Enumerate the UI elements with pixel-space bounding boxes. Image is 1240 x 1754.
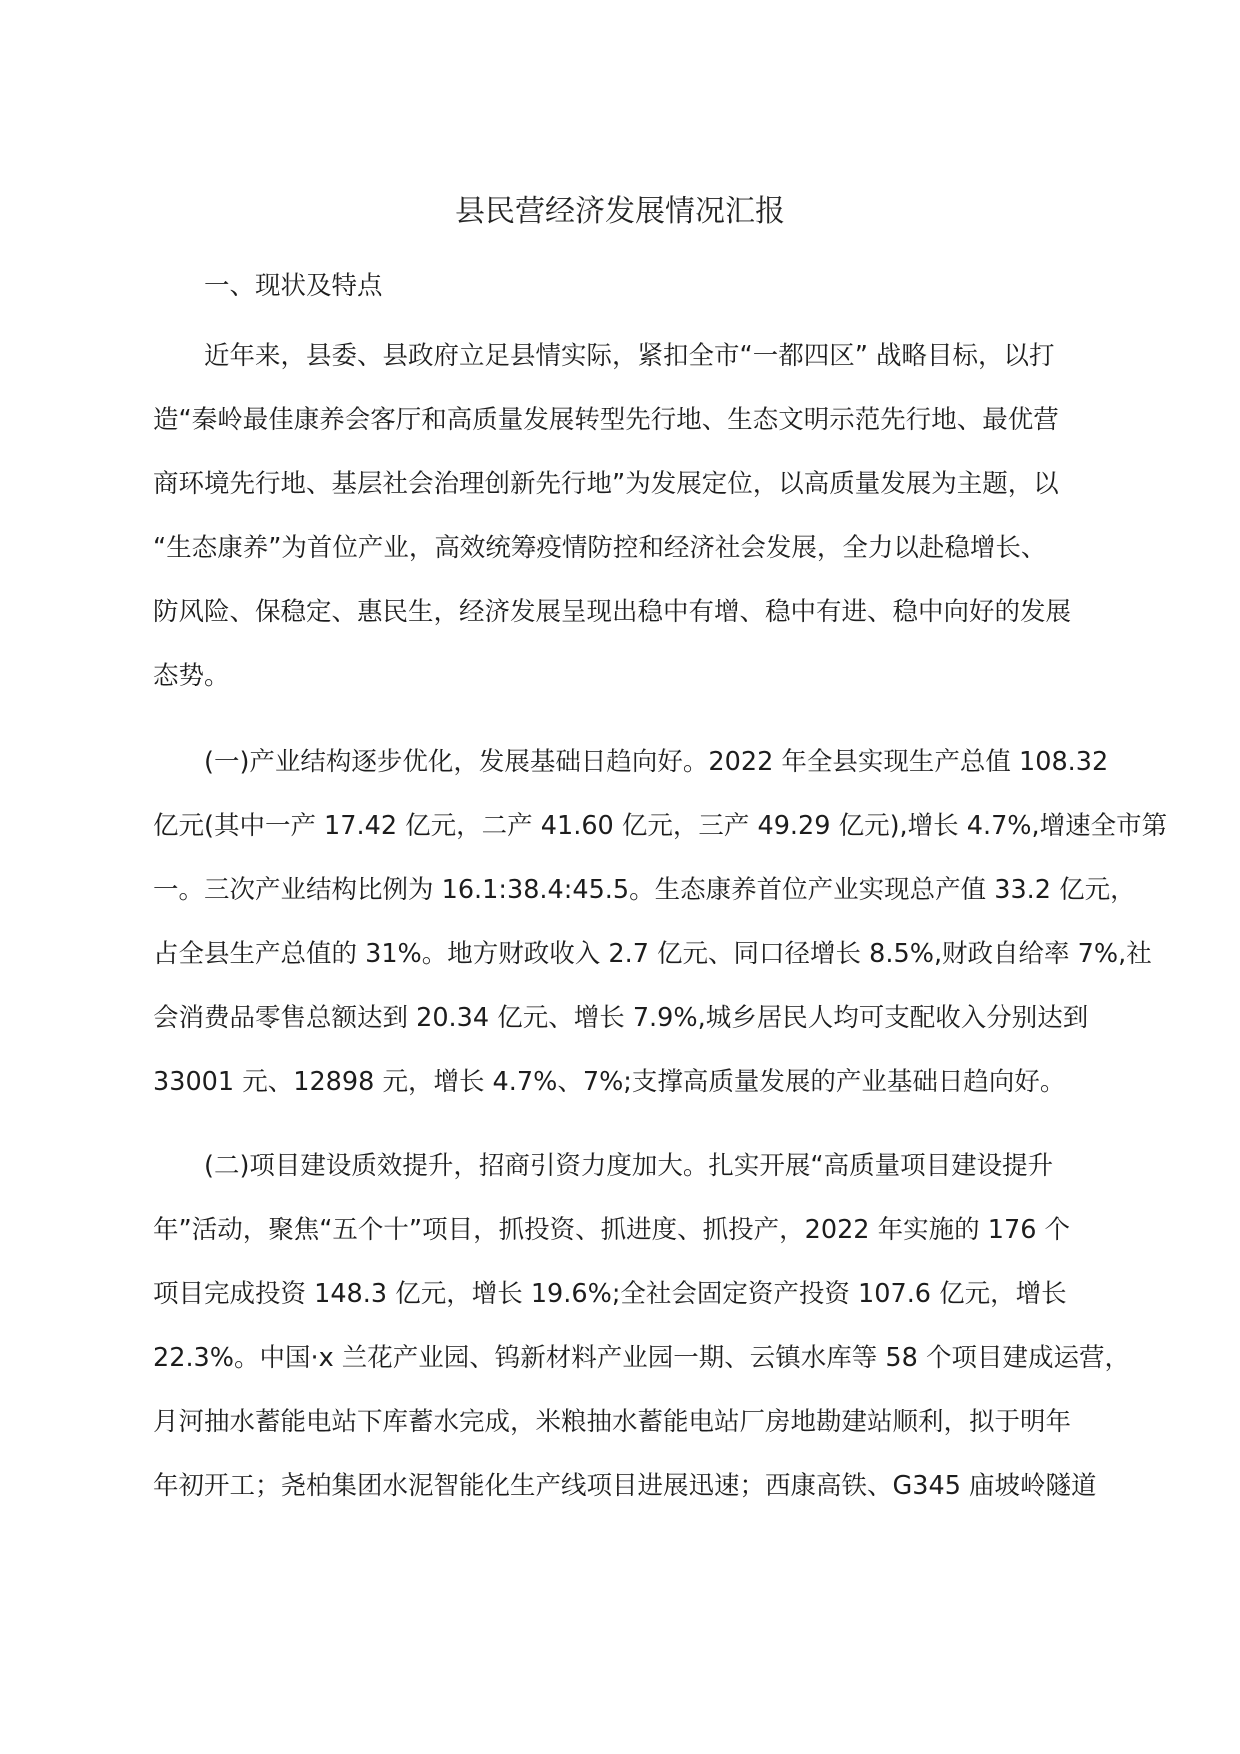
paragraph-line: 33001 元、12898 元，增长 4.7%、7%;支撑高质量发展的产业基础日趋向好。 (153, 1067, 1066, 1097)
paragraph-line: 22.3%。中国·x 兰花产业园、钨新材料产业园一期、云镇水库等 58 个项目建成运营， (153, 1343, 1130, 1373)
paragraph-line: 项目完成投资 148.3 亿元，增长 19.6%;全社会固定资产投资 107.6 亿元，增长 (153, 1279, 1067, 1309)
paragraph-line: 月河抽水蓄能电站下库蓄水完成，米粮抽水蓄能电站厂房地勘建站顺利，拟于明年 (153, 1407, 1072, 1437)
paragraph-line: (二)项目建设质效提升，招商引资力度加大。扎实开展“高质量项目建设提升 (204, 1151, 1054, 1181)
paragraph-line: 态势。 (153, 661, 230, 691)
paragraph-line: 年”活动，聚焦“五个十”项目，抓投资、抓进度、抓投产，2022 年实施的 176 个 (153, 1215, 1071, 1245)
paragraph-line: 年初开工；尧柏集团水泥智能化生产线项目进展迅速；西康高铁、G345 庙坡岭隧道 (153, 1471, 1097, 1501)
document-title: 县民营经济发展情况汇报 (455, 194, 785, 229)
paragraph-line: “生态康养”为首位产业，高效统筹疫情防控和经济社会发展，全力以赴稳增长、 (153, 533, 1047, 563)
paragraph-line: 近年来，县委、县政府立足县情实际，紧扣全市“一都四区” 战略目标，以打 (204, 341, 1055, 371)
section-heading: 一、现状及特点 (204, 271, 383, 301)
paragraph-line: 会消费品零售总额达到 20.34 亿元、增长 7.9%,城乡居民人均可支配收入分别达到 (153, 1003, 1089, 1033)
paragraph-line: 一。三次产业结构比例为 16.1:38.4:45.5。生态康养首位产业实现总产值 33.2 亿元， (153, 875, 1136, 905)
paragraph-line: 商环境先行地、基层社会治理创新先行地”为发展定位，以高质量发展为主题，以 (153, 469, 1059, 499)
paragraph-line: 占全县生产总值的 31%。地方财政收入 2.7 亿元、同口径增长 8.5%,财政自给率 7%,社 (153, 939, 1152, 969)
paragraph-line: 防风险、保稳定、惠民生，经济发展呈现出稳中有增、稳中有进、稳中向好的发展 (153, 597, 1072, 627)
paragraph-line: 造“秦岭最佳康养会客厅和高质量发展转型先行地、生态文明示范先行地、最优营 (153, 405, 1059, 435)
paragraph-line: (一)产业结构逐步优化，发展基础日趋向好。2022 年全县实现生产总值 108.32 (204, 747, 1109, 777)
paragraph-line: 亿元(其中一产 17.42 亿元，二产 41.60 亿元，三产 49.29 亿元),增长 4.7%,增速全市第 (153, 811, 1168, 841)
